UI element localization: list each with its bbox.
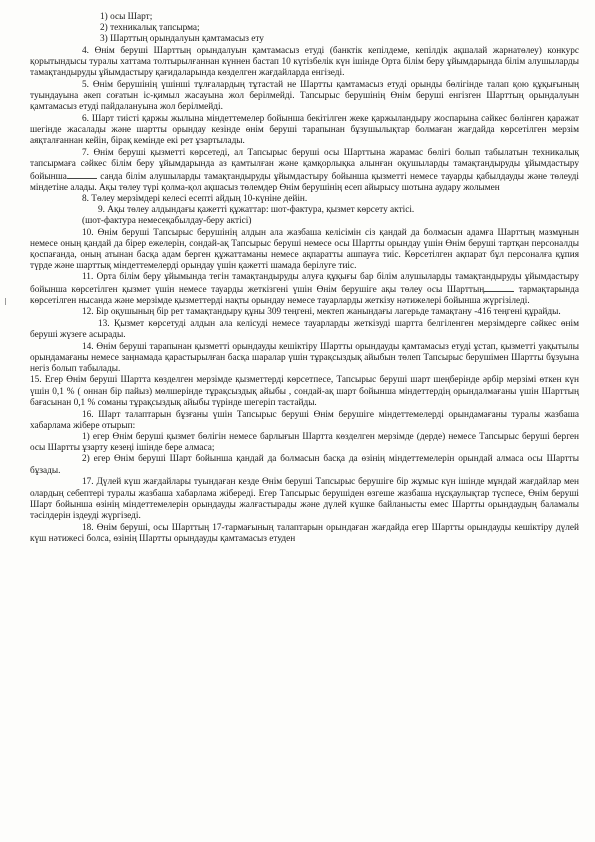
paragraph-16-item-1: 1) егер Өнім беруші қызмет бөлігін немесе барлығын Шартта көзделген мерзімде (дерде) немесе Тапсырыс беруші берген осы Шартты ұзарту кезеңі ішінде бере алмаса; <box>30 432 579 454</box>
paragraph-14: 14. Өнім беруші тарапынан қызметті орындауды кешіктіру Шартты орындауды қамтамасыз етуді ұстап, қызметті уақытылы орындамағаны немесе заңнамада қарастырылған басқа шаралар үшін тұрақсыздық айыбын төлеп Тапсырыс берушімен Шартты бұзуына негіз болып табылады. <box>30 341 579 375</box>
paragraph-11-part-a: Орта білім беру ұйымында тегін тамақтандыруды алуға құқығы бар білім алушыларды тамақтандыруды ұйымдастыру бойынша көрсетілген қызмет үшін немесе тауарды жеткізгені үшін Өнім берушіге ақы төлеу осы Шарттың <box>30 272 580 295</box>
paragraph-8: 8. Төлеу мерзімдері келесі есепті айдың 10-күніне дейін. <box>82 194 308 205</box>
paragraph-6: 6. Шарт тиісті қаржы жылына міндеттемелер бойынша бекітілген жеке қаржыландыру жоспарына сәйкес бөлінген қаражат шегінде жасалады және шартты орындау кезінде өнім беруші тарапынан бұзушылықтар болмаған жағдайда көрсетілген мерзім аяқталғаннан кейін, бірақ кемінде екі рет ұзартылады. <box>30 114 579 147</box>
paragraph-7-part-b: санда білім алушыларды тамақтандыруды ұйымдастыру бойынша қызметті немесе тауарды қабылдауды және төлеуді міндетіне алады. Ақы төлеу түрі қолма-қол ақшасыз төлемдер Өнім берушінің есеп айырысу шотына аудару жолымен <box>30 171 579 193</box>
paragraph-9-note: (шот-фактура немесеқабылдау-беру актісі) <box>82 216 252 227</box>
list-item: 3) Шарттың орындалуын қамтамасыз ету <box>100 34 264 45</box>
paragraph-18: 18. Өнім беруші, осы Шарттың 17-тармағының талаптарын орындаған жағдайда егер Шартты орындауды кешіктіру дүлей күш нәтижесі болса, өзінің Шартты орындауды қамтамасыз етуден <box>30 522 579 545</box>
paragraph-16: 16. Шарт талаптарын бұзғаны үшін Тапсырыс беруші Өнім берушіге міндеттемелерді орындамағаны туралы жазбаша хабарлама жібере отырып: <box>30 409 579 431</box>
paragraph-7-part-a: 7. Өнім беруші қызметті көрсетеді, ал Тапсырыс беруші осы Шарттына жарамас бөлігі болып табылатын техникалық тапсырмаға сәйкес білім беру ұйымдарында аз қамтылған және қамқорлықка алынған оқушыларды тамақтандыруды ұйымдастыру бойынша <box>30 148 579 182</box>
paragraph-16-item-2: 2) егер Өнім беруші Шарт бойынша қандай да болмасын басқа да өзінің міндеттемелерін орындай алмаса осы Шартты бұзады. <box>30 454 579 476</box>
paragraph-15: 15. Егер Өнім беруші Шартта көзделген мерзімде қызметтерді көрсетпесе, Тапсырыс беруші шарт шеңберінде әрбір мерзімі өткен күн үшін 0,1 % ( оннан бір пайыз) мөлшерінде тұрақсыздық айыбы , сондай-ақ шарт бойынша міндеттердің орындалмағаны үшін Шарттың бағасынан 0,1 % соманы тұрақсыздық айыбы түрінде шегеріп тастайды. <box>30 375 579 408</box>
list-item: 2) техникалық тапсырма; <box>100 23 200 34</box>
paragraph-10: 10. Өнім беруші Тапсырыс берушінің алдын ала жазбаша келісімін сіз қандай да болмасын адамға Шарттың мазмұнын немесе оның қандай да бірер ежелерін, сондай-ақ Тапсырыс беруші немесе осы Шартты орындау үшін Өнім беруші тартқан персоналды қоспағанда, оның атынан басқа адам берген құжаттаманы немесе ақпаратты ашпауға тиіс. Көрсетілген ақпарат бұл персоналға құпия түрде және шарттық міндеттемелерді орындау үшін қажетті шамада берілуге тиіс. <box>30 227 579 272</box>
paragraph-4: 4. Өнім беруші Шарттың орындалуын қамтамасыз етуді (банктік кепілдеме, кепілдік ақшалай жарнатөлеу) конкурс қорытындысы туралы хаттама толтырылғаннан күннен бастап 10 күтізбелік күн ішінде Орта білім беру ұйымдарында білім алушыларды тамақтандыруды ұйымдастыру қағидаларында көзделген жағдайларда енгізеді. <box>30 45 579 79</box>
paragraph-9: 9. Ақы төлеу алдындағы қажетті құжаттар: шот-фактура, қызмет көрсету актісі. <box>98 205 415 216</box>
paragraph-12: 12. Бір оқушының бір рет тамақтандыру құны 309 теңгені, мектеп жанындағы лагерьде тамақтану -416 теңгені құрайды. <box>82 307 561 318</box>
paragraph-11 <box>30 272 579 307</box>
paragraph-13: 13. Қызмет көрсетуді алдын ала келісуді немесе тауарларды жеткізуді шартта белгіленген мерзімдерге сәйкес өнім беруші жүзеге асырады. <box>30 318 579 341</box>
list-item: 1) осы Шарт; <box>100 12 153 22</box>
paragraph-7 <box>30 148 579 194</box>
blank-line <box>484 284 514 292</box>
blank-line <box>67 171 97 179</box>
paragraph-17: 17. Дүлей күш жағдайлары туындаған кезде Өнім беруші Тапсырыс берушіге бір жұмыс күн ішінде мұндай жағдайлар мен олардың себептері туралы жазбаша хабарлама жібереді. Егер Тапсырыс берушіден өзгеше жазбаша нұсқаулықтар түспесе, Өнім беруші Шарт бойынша өзінің міндеттемелерін орындауды жалғастырады және дүлей күшке байланысты емес Шартты орындаудың баламалы тәсілдерін іздеуді жүргізеді. <box>30 477 579 522</box>
paragraph-11-number: 11. <box>82 272 94 283</box>
paragraph-11-part-b: тармақтарында көрсетілген нысанда және мерзімде қызметтерді нақты орындау немесе тауарларды жеткізу нәтижелері бойынша жүргізіледі. <box>30 284 580 306</box>
paragraph-5: 5. Өнім берушінің үшінші тұлғалардың тұтастай не Шартты қамтамасыз етуді орынды бөлігінде талап қою құқығының туындауына әкеп соғатын іс-қимыл жасауына жол берілмейді. Тапсырыс берушінің Өнім беруші енгізген Шарттың орындалуын қамтамасыз етуді пайдалануына жол берілмейді. <box>30 79 579 113</box>
